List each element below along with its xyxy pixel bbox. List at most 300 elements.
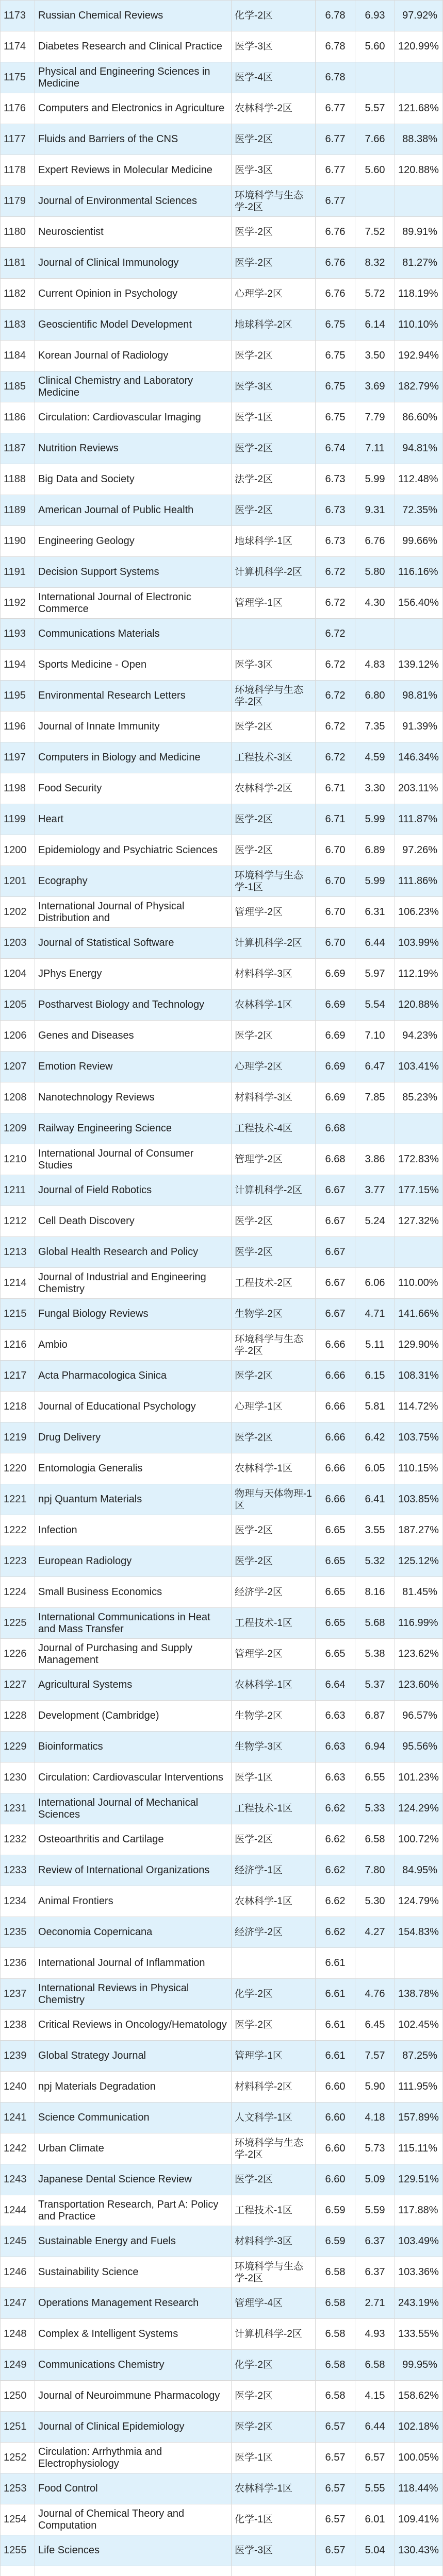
five-year-impact-factor-cell: 5.04 — [355, 2535, 395, 2566]
journal-name-cell: Life Sciences — [35, 2535, 232, 2566]
percentile-cell: 110.15% — [395, 1453, 443, 1484]
category-cell: 管理学-4区 — [232, 2288, 316, 2319]
percentile-cell: 157.89% — [395, 2103, 443, 2133]
percentile-cell: 98.81% — [395, 681, 443, 711]
category-cell: 材料科学-3区 — [232, 1082, 316, 1113]
category-cell: 生物学-3区 — [232, 1732, 316, 1762]
table-row — [1, 897, 443, 928]
impact-factor-cell: 6.73 — [316, 526, 355, 557]
five-year-impact-factor-cell: 6.89 — [355, 835, 395, 866]
category-cell: 医学-2区 — [232, 804, 316, 835]
percentile-cell: 123.60% — [395, 1670, 443, 1701]
table-row — [1, 2504, 443, 2535]
journal-name-cell: Complex & Intelligent Systems — [35, 2319, 232, 2350]
five-year-impact-factor-cell: 7.57 — [355, 2041, 395, 2072]
journal-name-cell: Critical Reviews in Oncology/Hematology — [35, 2010, 232, 2041]
five-year-impact-factor-cell: 5.72 — [355, 279, 395, 310]
rank-cell: 1255 — [1, 2535, 35, 2566]
table-row — [1, 1948, 443, 1979]
category-cell: 化学-2区 — [232, 1, 316, 31]
rank-cell: 1208 — [1, 1082, 35, 1113]
category-cell — [232, 2566, 316, 2576]
impact-factor-cell: 6.60 — [316, 2072, 355, 2103]
rank-cell: 1184 — [1, 341, 35, 371]
five-year-impact-factor-cell: 5.37 — [355, 1670, 395, 1701]
five-year-impact-factor-cell: 3.30 — [355, 773, 395, 804]
table-row — [1, 433, 443, 464]
category-cell: 工程技术-1区 — [232, 1608, 316, 1639]
category-cell: 经济学-2区 — [232, 1917, 316, 1948]
five-year-impact-factor-cell: 5.99 — [355, 464, 395, 495]
table-row — [1, 279, 443, 310]
rank-cell: 1225 — [1, 1608, 35, 1639]
five-year-impact-factor-cell: 6.45 — [355, 2010, 395, 2041]
journal-name-cell: Food Security — [35, 773, 232, 804]
rank-cell: 1199 — [1, 804, 35, 835]
percentile-cell: 127.32% — [395, 1206, 443, 1237]
five-year-impact-factor-cell: 4.15 — [355, 2381, 395, 2412]
rank-cell: 1180 — [1, 217, 35, 248]
category-cell: 农林科学-1区 — [232, 1453, 316, 1484]
five-year-impact-factor-cell — [355, 62, 395, 93]
percentile-cell: 101.23% — [395, 1762, 443, 1793]
five-year-impact-factor-cell: 3.50 — [355, 341, 395, 371]
percentile-cell: 112.48% — [395, 464, 443, 495]
impact-factor-cell: 6.72 — [316, 619, 355, 650]
impact-factor-cell: 6.78 — [316, 31, 355, 62]
journal-name-cell: Emotion Review — [35, 1052, 232, 1082]
rank-cell: 1239 — [1, 2041, 35, 2072]
journal-name-cell: Journal of Statistical Software — [35, 928, 232, 959]
table-row — [1, 959, 443, 990]
category-cell: 医学-3区 — [232, 650, 316, 681]
journal-name-cell: Geoscientific Model Development — [35, 310, 232, 341]
five-year-impact-factor-cell: 4.93 — [355, 2319, 395, 2350]
table-row — [1, 1608, 443, 1639]
category-cell: 计算机科学-2区 — [232, 2319, 316, 2350]
table-row — [1, 1052, 443, 1082]
impact-factor-cell: 6.63 — [316, 1762, 355, 1793]
rank-cell: 1227 — [1, 1670, 35, 1701]
table-row — [1, 2257, 443, 2288]
table-row — [1, 1299, 443, 1330]
impact-factor-cell: 6.58 — [316, 2257, 355, 2288]
category-cell: 工程技术-2区 — [232, 1268, 316, 1299]
five-year-impact-factor-cell: 5.55 — [355, 2473, 395, 2504]
rank-cell: 1191 — [1, 557, 35, 588]
journal-name-cell: Agricultural Systems — [35, 1670, 232, 1701]
journal-name-cell: Big Data and Society — [35, 464, 232, 495]
five-year-impact-factor-cell: 8.16 — [355, 1577, 395, 1608]
five-year-impact-factor-cell: 5.24 — [355, 1206, 395, 1237]
rank-cell: 1200 — [1, 835, 35, 866]
rank-cell: 1176 — [1, 93, 35, 124]
rank-cell: 1251 — [1, 2412, 35, 2443]
five-year-impact-factor-cell: 7.85 — [355, 1082, 395, 1113]
table-row — [1, 2103, 443, 2133]
five-year-impact-factor-cell: 5.11 — [355, 1330, 395, 1361]
category-cell — [232, 1948, 316, 1979]
table-row — [1, 1422, 443, 1453]
impact-factor-cell: 6.67 — [316, 1206, 355, 1237]
five-year-impact-factor-cell: 5.99 — [355, 866, 395, 897]
percentile-cell: 103.41% — [395, 1052, 443, 1082]
journal-name-cell: Acta Pharmacologica Sinica — [35, 1361, 232, 1392]
five-year-impact-factor-cell — [355, 619, 395, 650]
rank-cell: 1226 — [1, 1639, 35, 1670]
rank-cell: 1203 — [1, 928, 35, 959]
rank-cell: 1210 — [1, 1144, 35, 1175]
table-row — [1, 2164, 443, 2195]
journal-name-cell: Journal of Neuroimmune Pharmacology — [35, 2381, 232, 2412]
journal-name-cell: European Radiology — [35, 1546, 232, 1577]
table-row — [1, 1021, 443, 1052]
table-row — [1, 186, 443, 217]
five-year-impact-factor-cell: 6.87 — [355, 1701, 395, 1732]
impact-factor-cell: 6.73 — [316, 495, 355, 526]
percentile-cell: 81.45% — [395, 1577, 443, 1608]
percentile-cell: 118.44% — [395, 2473, 443, 2504]
percentile-cell: 87.25% — [395, 2041, 443, 2072]
table-row — [1, 1361, 443, 1392]
rank-cell: 1246 — [1, 2257, 35, 2288]
five-year-impact-factor-cell: 5.54 — [355, 990, 395, 1021]
percentile-cell: 100.05% — [395, 2443, 443, 2473]
percentile-cell: 114.72% — [395, 1392, 443, 1422]
table-row — [1, 31, 443, 62]
five-year-impact-factor-cell: 7.10 — [355, 1021, 395, 1052]
table-row — [1, 619, 443, 650]
journal-name-cell: Entomologia Generalis — [35, 1453, 232, 1484]
table-row — [1, 1113, 443, 1144]
impact-factor-cell: 6.61 — [316, 2010, 355, 2041]
five-year-impact-factor-cell: 4.18 — [355, 2103, 395, 2133]
percentile-cell: 97.26% — [395, 835, 443, 866]
percentile-cell: 192.94% — [395, 341, 443, 371]
rank-cell: 1178 — [1, 155, 35, 186]
table-row — [1, 1268, 443, 1299]
table-row — [1, 928, 443, 959]
five-year-impact-factor-cell: 4.30 — [355, 588, 395, 619]
percentile-cell: 124.79% — [395, 1886, 443, 1917]
five-year-impact-factor-cell: 5.60 — [355, 155, 395, 186]
percentile-cell — [395, 2566, 443, 2576]
five-year-impact-factor-cell: 6.37 — [355, 2257, 395, 2288]
five-year-impact-factor-cell: 6.58 — [355, 1824, 395, 1855]
rank-cell: 1181 — [1, 248, 35, 279]
table-row — [1, 124, 443, 155]
percentile-cell: 108.31% — [395, 1361, 443, 1392]
percentile-cell: 115.11% — [395, 2133, 443, 2164]
rank-cell: 1185 — [1, 371, 35, 402]
category-cell: 农林科学-1区 — [232, 990, 316, 1021]
rank-cell: 1242 — [1, 2133, 35, 2164]
rank-cell: 1215 — [1, 1299, 35, 1330]
rank-cell: 1209 — [1, 1113, 35, 1144]
impact-factor-cell: 6.62 — [316, 1886, 355, 1917]
category-cell: 医学-2区 — [232, 1546, 316, 1577]
category-cell: 医学-2区 — [232, 433, 316, 464]
five-year-impact-factor-cell: 8.32 — [355, 248, 395, 279]
impact-factor-cell: 6.78 — [316, 62, 355, 93]
journal-name-cell: Transportation Research, Part A: Policy and Practice — [35, 2195, 232, 2226]
five-year-impact-factor-cell: 7.80 — [355, 1855, 395, 1886]
percentile-cell: 120.99% — [395, 31, 443, 62]
impact-factor-cell: 6.57 — [316, 2535, 355, 2566]
category-cell: 环境科学与生态学-2区 — [232, 186, 316, 217]
five-year-impact-factor-cell: 6.80 — [355, 681, 395, 711]
category-cell: 材料科学-2区 — [232, 2072, 316, 2103]
table-row — [1, 1546, 443, 1577]
percentile-cell: 102.18% — [395, 2412, 443, 2443]
impact-factor-cell: 6.72 — [316, 557, 355, 588]
table-row — [1, 1515, 443, 1546]
impact-factor-cell: 6.58 — [316, 2381, 355, 2412]
impact-factor-cell: 6.69 — [316, 959, 355, 990]
impact-factor-cell: 6.60 — [316, 2164, 355, 2195]
category-cell: 农林科学-2区 — [232, 773, 316, 804]
five-year-impact-factor-cell: 6.93 — [355, 1, 395, 31]
percentile-cell: 86.60% — [395, 402, 443, 433]
percentile-cell: 177.15% — [395, 1175, 443, 1206]
five-year-impact-factor-cell: 2.71 — [355, 2288, 395, 2319]
impact-factor-cell: 6.76 — [316, 248, 355, 279]
table-row — [1, 2350, 443, 2381]
category-cell: 管理学-1区 — [232, 588, 316, 619]
table-row — [1, 2072, 443, 2103]
table-row — [1, 2443, 443, 2473]
rank-cell: 1190 — [1, 526, 35, 557]
percentile-cell — [395, 1237, 443, 1268]
category-cell: 农林科学-2区 — [232, 93, 316, 124]
five-year-impact-factor-cell: 3.55 — [355, 1515, 395, 1546]
rank-cell: 1245 — [1, 2226, 35, 2257]
impact-factor-cell: 6.66 — [316, 1484, 355, 1515]
journal-name-cell: Current Opinion in Psychology — [35, 279, 232, 310]
category-cell: 医学-2区 — [232, 217, 316, 248]
category-cell: 医学-2区 — [232, 2381, 316, 2412]
five-year-impact-factor-cell: 6.76 — [355, 526, 395, 557]
table-row — [1, 742, 443, 773]
table-row — [1, 1484, 443, 1515]
percentile-cell: 187.27% — [395, 1515, 443, 1546]
table-row — [1, 990, 443, 1021]
percentile-cell: 103.85% — [395, 1484, 443, 1515]
journal-name-cell: Railway Engineering Science — [35, 1113, 232, 1144]
impact-factor-cell: 6.61 — [316, 2041, 355, 2072]
five-year-impact-factor-cell: 7.35 — [355, 711, 395, 742]
journal-name-cell: International Journal of Mechanical Sciences — [35, 1793, 232, 1824]
journal-name-cell: Circulation: Cardiovascular Imaging — [35, 402, 232, 433]
impact-factor-cell: 6.57 — [316, 2473, 355, 2504]
five-year-impact-factor-cell: 7.11 — [355, 433, 395, 464]
category-cell: 心理学-2区 — [232, 279, 316, 310]
rank-cell: 1196 — [1, 711, 35, 742]
impact-factor-cell: 6.69 — [316, 990, 355, 1021]
five-year-impact-factor-cell: 5.38 — [355, 1639, 395, 1670]
table-row — [1, 310, 443, 341]
percentile-cell: 158.62% — [395, 2381, 443, 2412]
five-year-impact-factor-cell: 6.57 — [355, 2443, 395, 2473]
category-cell: 经济学-2区 — [232, 1577, 316, 1608]
category-cell: 医学-2区 — [232, 1021, 316, 1052]
journal-name-cell: Ambio — [35, 1330, 232, 1361]
rank-cell: 1238 — [1, 2010, 35, 2041]
rank-cell: 1198 — [1, 773, 35, 804]
table-row — [1, 650, 443, 681]
journal-name-cell: Diabetes Research and Clinical Practice — [35, 31, 232, 62]
rank-cell: 1240 — [1, 2072, 35, 2103]
rank-cell: 1193 — [1, 619, 35, 650]
impact-factor-cell: 6.77 — [316, 124, 355, 155]
journal-name-cell: Development (Cambridge) — [35, 1701, 232, 1732]
rank-cell: 1202 — [1, 897, 35, 928]
percentile-cell: 111.95% — [395, 2072, 443, 2103]
category-cell: 法学-2区 — [232, 464, 316, 495]
table-row — [1, 526, 443, 557]
rank-cell: 1211 — [1, 1175, 35, 1206]
five-year-impact-factor-cell: 4.71 — [355, 1299, 395, 1330]
rank-cell: 1175 — [1, 62, 35, 93]
impact-factor-cell: 6.58 — [316, 2350, 355, 2381]
five-year-impact-factor-cell: 6.05 — [355, 1453, 395, 1484]
category-cell: 医学-2区 — [232, 495, 316, 526]
category-cell: 地球科学-2区 — [232, 310, 316, 341]
category-cell: 环境科学与生态学-2区 — [232, 1330, 316, 1361]
category-cell: 材料科学-3区 — [232, 959, 316, 990]
rank-cell: 1217 — [1, 1361, 35, 1392]
impact-factor-cell: 6.65 — [316, 1577, 355, 1608]
percentile-cell: 120.88% — [395, 155, 443, 186]
journal-name-cell: Bioinformatics — [35, 1732, 232, 1762]
journal-name-cell: International Reviews in Physical Chemistry — [35, 1979, 232, 2010]
journal-name-cell: Computers and Electronics in Agriculture — [35, 93, 232, 124]
impact-factor-cell: 6.65 — [316, 1546, 355, 1577]
impact-factor-cell: 6.67 — [316, 1175, 355, 1206]
table-row — [1, 1701, 443, 1732]
table-row — [1, 835, 443, 866]
table-row — [1, 62, 443, 93]
category-cell: 工程技术-3区 — [232, 742, 316, 773]
table-row — [1, 2226, 443, 2257]
five-year-impact-factor-cell — [355, 1113, 395, 1144]
impact-factor-cell: 6.62 — [316, 1824, 355, 1855]
impact-factor-cell: 6.58 — [316, 2319, 355, 2350]
rank-cell — [1, 2566, 35, 2576]
five-year-impact-factor-cell: 6.55 — [355, 1762, 395, 1793]
category-cell: 农林科学-1区 — [232, 1886, 316, 1917]
category-cell: 医学-2区 — [232, 1515, 316, 1546]
percentile-cell: 123.62% — [395, 1639, 443, 1670]
category-cell: 医学-3区 — [232, 155, 316, 186]
impact-factor-cell: 6.62 — [316, 1855, 355, 1886]
percentile-cell: 109.41% — [395, 2504, 443, 2535]
five-year-impact-factor-cell: 6.58 — [355, 2350, 395, 2381]
impact-factor-cell: 6.68 — [316, 1113, 355, 1144]
five-year-impact-factor-cell: 6.15 — [355, 1361, 395, 1392]
impact-factor-cell: 6.70 — [316, 866, 355, 897]
rank-cell: 1234 — [1, 1886, 35, 1917]
table-row — [1, 866, 443, 897]
percentile-cell: 120.88% — [395, 990, 443, 1021]
impact-factor-cell: 6.59 — [316, 2226, 355, 2257]
percentile-cell: 91.39% — [395, 711, 443, 742]
impact-factor-cell: 6.57 — [316, 2443, 355, 2473]
impact-factor-cell: 6.72 — [316, 650, 355, 681]
category-cell: 环境科学与生态学-2区 — [232, 2257, 316, 2288]
impact-factor-cell: 6.72 — [316, 711, 355, 742]
five-year-impact-factor-cell: 6.47 — [355, 1052, 395, 1082]
category-cell: 医学-1区 — [232, 2443, 316, 2473]
percentile-cell: 106.23% — [395, 897, 443, 928]
journal-name-cell: Ecography — [35, 866, 232, 897]
category-cell: 医学-3区 — [232, 2535, 316, 2566]
rank-cell: 1179 — [1, 186, 35, 217]
impact-factor-cell: 6.61 — [316, 1979, 355, 2010]
rank-cell: 1224 — [1, 1577, 35, 1608]
percentile-cell: 182.79% — [395, 371, 443, 402]
impact-factor-cell: 6.66 — [316, 1392, 355, 1422]
rank-cell: 1174 — [1, 31, 35, 62]
journal-name-cell: Heart — [35, 804, 232, 835]
category-cell: 材料科学-3区 — [232, 2226, 316, 2257]
five-year-impact-factor-cell: 5.59 — [355, 2195, 395, 2226]
table-row — [1, 1082, 443, 1113]
percentile-cell: 84.95% — [395, 1855, 443, 1886]
impact-factor-cell: 6.67 — [316, 1268, 355, 1299]
table-row — [1, 804, 443, 835]
percentile-cell: 103.99% — [395, 928, 443, 959]
rank-cell: 1254 — [1, 2504, 35, 2535]
category-cell: 心理学-2区 — [232, 1052, 316, 1082]
category-cell: 生物学-2区 — [232, 1299, 316, 1330]
journal-name-cell: Animal Frontiers — [35, 1886, 232, 1917]
table-row — [1, 1639, 443, 1670]
percentile-cell: 89.91% — [395, 217, 443, 248]
journal-name-cell: Global Strategy Journal — [35, 2041, 232, 2072]
five-year-impact-factor-cell: 6.41 — [355, 1484, 395, 1515]
table-row — [1, 1824, 443, 1855]
impact-factor-cell: 6.64 — [316, 1670, 355, 1701]
journal-name-cell: Food Control — [35, 2473, 232, 2504]
category-cell: 管理学-2区 — [232, 1639, 316, 1670]
journal-name-cell: Engineering Geology — [35, 526, 232, 557]
five-year-impact-factor-cell: 9.31 — [355, 495, 395, 526]
impact-factor-cell: 6.69 — [316, 1052, 355, 1082]
impact-factor-cell: 6.65 — [316, 1608, 355, 1639]
table-row — [1, 217, 443, 248]
impact-factor-cell: 6.66 — [316, 1422, 355, 1453]
percentile-cell: 94.23% — [395, 1021, 443, 1052]
journal-name-cell: Osteoarthritis and Cartilage — [35, 1824, 232, 1855]
journal-name-cell: Expert Reviews in Molecular Medicine — [35, 155, 232, 186]
five-year-impact-factor-cell: 6.14 — [355, 310, 395, 341]
five-year-impact-factor-cell: 5.73 — [355, 2133, 395, 2164]
category-cell: 医学-2区 — [232, 2412, 316, 2443]
five-year-impact-factor-cell: 6.42 — [355, 1422, 395, 1453]
impact-factor-cell: 6.73 — [316, 464, 355, 495]
table-row — [1, 495, 443, 526]
percentile-cell: 81.27% — [395, 248, 443, 279]
five-year-impact-factor-cell: 5.81 — [355, 1392, 395, 1422]
rank-cell: 1201 — [1, 866, 35, 897]
five-year-impact-factor-cell: 6.06 — [355, 1268, 395, 1299]
category-cell: 工程技术-4区 — [232, 1113, 316, 1144]
five-year-impact-factor-cell: 6.31 — [355, 897, 395, 928]
percentile-cell: 118.19% — [395, 279, 443, 310]
journal-name-cell: Russian Chemical Reviews — [35, 1, 232, 31]
rank-cell: 1235 — [1, 1917, 35, 1948]
